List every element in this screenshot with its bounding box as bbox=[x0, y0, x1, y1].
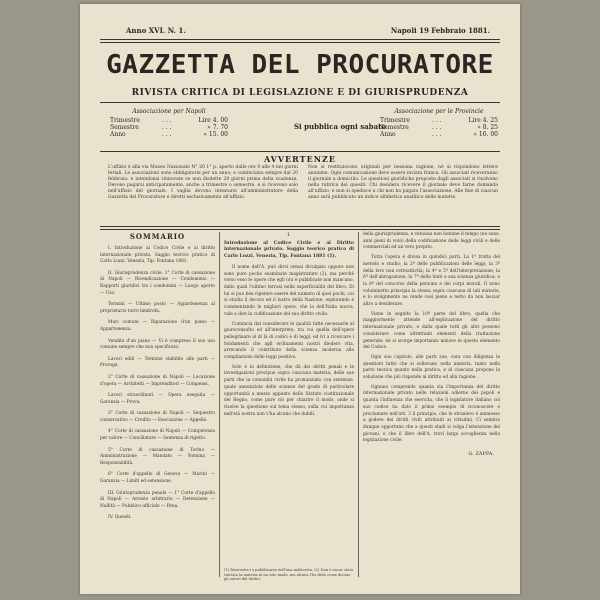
avvertenze-left: L'uffizio è alla via Museo Nazionale N° 20 1° p. aperto dalle ore 9 alle 4 nei giorni feriali. Le associazioni sono obbligatorie per un anno; e cominciano sempre dal 20 febbraio: e intendonsi rinnovate se non disdette 20 giorni prima della scadenza. Devono pagarsi anticipatamente, anche a trimestre o semestre, e si ricevono solo nell'uffizio del giornale. I vaglia devono intestarsi all'amministratore della Gazzetta del Procuratore e diretti esclusivamente all'uffizio. bbox=[108, 165, 298, 200]
price-row: Semestre . . . » 7. 70 bbox=[110, 124, 228, 131]
continuation-column bbox=[363, 232, 500, 458]
article-paragraph: Solo è la definizione, che dà dei diritti penali e le investigazioni precipue sopra ciascuna materia; delle sue parti che la comunità civile ha pronunziato con sentenze, quale annunziate delle scienze del grado di particolare opportunità a mezzo appunto dello Statuto costituzionale del Regno, come pure ciò per chiarire il modo, onde si risolve la questione sul tema stesso, sulla cui importanza nell'età nostra non v'ha alcuno che dubiti. bbox=[224, 364, 354, 417]
sommario-item: II. Giurisprudenza civile. 1° Corte di cassazione di Napoli — Rivendicazione — Condominio — Rapporti giuridici tra i condomini — Luogo aperto — Uso. bbox=[100, 270, 215, 296]
info-rule bbox=[100, 151, 500, 152]
subscription-block bbox=[100, 108, 500, 150]
subscription-napoli-heading: Associazione per Napoli bbox=[132, 108, 206, 115]
sommario-title: SOMMARIO bbox=[129, 232, 186, 241]
sommario-item: 3° Corte di cassazione di Napoli — Sequestro conservativo — Credito — Esecuzione — Appello. bbox=[100, 411, 215, 423]
price-row: Anno . . . » 16. 00 bbox=[380, 131, 498, 138]
sommario-item: Lavori straordinari — Opera eseguita — Garanzia — Prova. bbox=[100, 393, 215, 405]
sommario-item: Lavori edili — Termine stabilito alle parti — Proroga. bbox=[100, 356, 215, 369]
avvertenze-right: Non si restituiscono originali per nessuna ragione, né si rispondono lettere anonime. Ogni comunicazione deve essere inviata franca. Gli associati riceveranno il giornale a domicilio. Le questioni giuridiche proposte dagli associati si risolvono nella rubrica dei quesiti. Chi desidera ricevere il giornale deve farne domanda all'uffizio, e non si spedisce a chi non ha pagato l'associazione. Alle fine di ciascun anno sarà pubblicato un indice alfabetico analitico delle materie. bbox=[308, 165, 498, 200]
sommario-item: 4° Corte di cassazione di Napoli — Competenza per valore — Conciliatore — Sentenza di rigetto. bbox=[100, 429, 215, 442]
newspaper-page bbox=[80, 4, 520, 594]
article-body bbox=[224, 265, 354, 418]
column-rule-right bbox=[358, 232, 359, 577]
price-row: Anno . . . » 15. 00 bbox=[110, 131, 228, 138]
article-section-number: I. bbox=[287, 232, 291, 238]
subscription-provincie bbox=[380, 108, 498, 138]
price-row: Trimestre . . . Lire 4. 00 bbox=[110, 117, 228, 124]
sommario-item: IV. Quesiti. bbox=[108, 515, 132, 521]
masthead-subtitle: RIVISTA CRITICA DI LEGISLAZIONE E DI GIURISPRUDENZA bbox=[131, 88, 469, 98]
weekly-notice: Si pubblica ogni sabato bbox=[293, 122, 387, 131]
subscription-provincie-heading: Associazione per le Provincie bbox=[394, 108, 484, 115]
author-signature: G. ZAPPA. bbox=[468, 451, 494, 458]
issue-number: Anno XVI. N. 1. bbox=[126, 26, 186, 35]
sommario-item: 2° Corte di cassazione di Napoli — Locazione d'opera — Architetti — Imprenditori — Compensi. bbox=[100, 374, 215, 387]
price-row: Semestre . . . » 8. 25 bbox=[380, 124, 498, 131]
issue-date: Napoli 19 Febbraio 1881. bbox=[390, 26, 490, 35]
continuation-paragraph: Viene in seguito la 10ª parte del libro, quella che maggiormente attende all'esplicazione del diritto internazionale privato, e dalla quale tutti gli altri possono considerare come altrettanti elementi della trattazione generale; nè si scorge importanza minore in questo elemento del Codice. bbox=[363, 311, 500, 351]
avvertenze-rule bbox=[100, 226, 500, 227]
sommario-item: 5° Corte di cassazione di Torino — Amministrazione — Mandato — Nomina — Responsabilità. bbox=[100, 447, 215, 466]
continuation-paragraph: Ognuno comprende quanta sia l'importanza del diritto internazionale privato nelle relazioni odierne dei popoli e quanta l'influenza che esercita, che il legislatore italiano col suo codice ha dato il primo esempio di riconoscere e proclamare nell'art. 3 il principio, che lo straniero è ammesso a godere dei diritti civili attribuiti ai cittadini. Ci sembra dunque opportuno che a questi studi si volga l'attenzione dei giovani, e che il libro dell'A. trovi larga accoglienza nella legislazione civile. bbox=[363, 384, 500, 444]
sommario-item: Termini — Ultimo posto — Appartenenza al proprietario torre limitrofa. bbox=[100, 302, 215, 314]
sommario-list bbox=[100, 246, 215, 527]
masthead: GAZZETTA DEL PROCURATORE bbox=[106, 50, 494, 80]
issue-line bbox=[100, 26, 500, 36]
avvertenze-title: AVVERTENZE bbox=[264, 154, 336, 164]
subscription-napoli bbox=[110, 108, 228, 138]
sommario-item: 6° Corte d'appello di Genova — Marito — Garanzia — Limiti ed estensione. bbox=[100, 472, 215, 485]
avvertenze-rule-thin bbox=[100, 229, 500, 230]
article-footnotes: (1) Riservatoci a pubblicarne nell'una indiscreta. (2) Non è ancor stata trattata la materia in un solo modo, ma alcuno l'ha fatto come dicono gli autori del diritto. bbox=[224, 568, 354, 582]
continuation-intro: della giurisprudenza, e vetuissa non lontane il tempo (ne sono, anni pieni di voto) della codificazione delle leggi civili e delle commerciali ed un vero proprio. bbox=[363, 232, 500, 251]
continuation-body bbox=[363, 232, 500, 445]
sommario-item: III. Giurisprudenza penale — 1° Corte d'appello di Napoli — Arresto arbitrario — Detenzione — Nullità — Pubblico ufficiale — Pena. bbox=[100, 490, 215, 509]
article-column bbox=[224, 232, 354, 421]
top-rule-thin bbox=[100, 42, 500, 43]
continuation-paragraph: Tutta l'opera è divisa in quindici parti. La 1ª tratta del metodo e studio; la 2ª delle pubblicazioni delle leggi; la 3ª della loro non retroattività; la 4ª e 5ª dell'interpretazione; la 6ª dell'abrogazione; la 7ª delle fonti e sua scienza giuridica; e la 8ª del concorso della persona e dei corpi morali. Il nono voluminetto principia la stessa sopra ciascuna di tali materie, e lo svolgimento ne rende così pieno e netto da non lasciar altro a desiderare. bbox=[363, 255, 500, 308]
sommario-item: Vendita d'un piano — Vi è compreso il suo uso comune sempre che non specificato. bbox=[100, 338, 215, 351]
article-paragraph: Comincia dal considerare le qualità tutte necessarie al giureconsulto ed all'interprete, tra cui quella dell'opere pellegrinare al di là di codici e di leggi, ed ivi a ricercare i fondamenti che agli ordinamenti nostri diedero vita, arrecando il contributo della scienza moderna alla compilazione delle leggi positive. bbox=[224, 321, 354, 361]
continuation-paragraph: Ogni suo capitolo, alle parti sue, cura con diligenza le questioni tutte che si sollevano nella materia, tanto nella parte teorica quanto nella pratica, e di ciascuna propone la soluzione che più risponde al diritto ed alla ragione. bbox=[363, 354, 500, 381]
masthead-rule bbox=[100, 102, 500, 103]
price-row: Trimestre . . . Lire 4. 25 bbox=[380, 117, 498, 124]
article-title: Introduzione al Codice Civile e al Diritto internazionale privato. Saggio teorico pratico di Carlo Lozzi. Venezia, Tip. Fontana 1881 (1). bbox=[224, 240, 354, 259]
top-rule bbox=[100, 39, 500, 40]
article-paragraph: Il nome dell'A. può dirsi ormai divulgato oppure non sono pure poche esaminate magistrature (2), ma perchè verso esso le opere che egli ora è pubblicate non mancano, dallo quali l'ultimo terrasi nella superficialità del libro. Di lui si può ben ripetere essere del numero di quei pochi, cui si studia il decoro ed il lustro della Nazione, esplorando e commentando le migliori opere, che la dell'Italia nuova, vale a dire la codificazione del suo diritto civile. bbox=[224, 264, 354, 317]
sommario-item: Muri comuni — Riparazione d'un piano — Appartenenza. bbox=[100, 320, 215, 332]
sommario-item: I. Introduzione al Codice Civile e al diritto internazionale privato. Saggio teorico pratico di Carlo Lozzi. Venezia, Tip. Fontana 1881. bbox=[100, 246, 215, 265]
column-rule-left bbox=[219, 232, 220, 577]
